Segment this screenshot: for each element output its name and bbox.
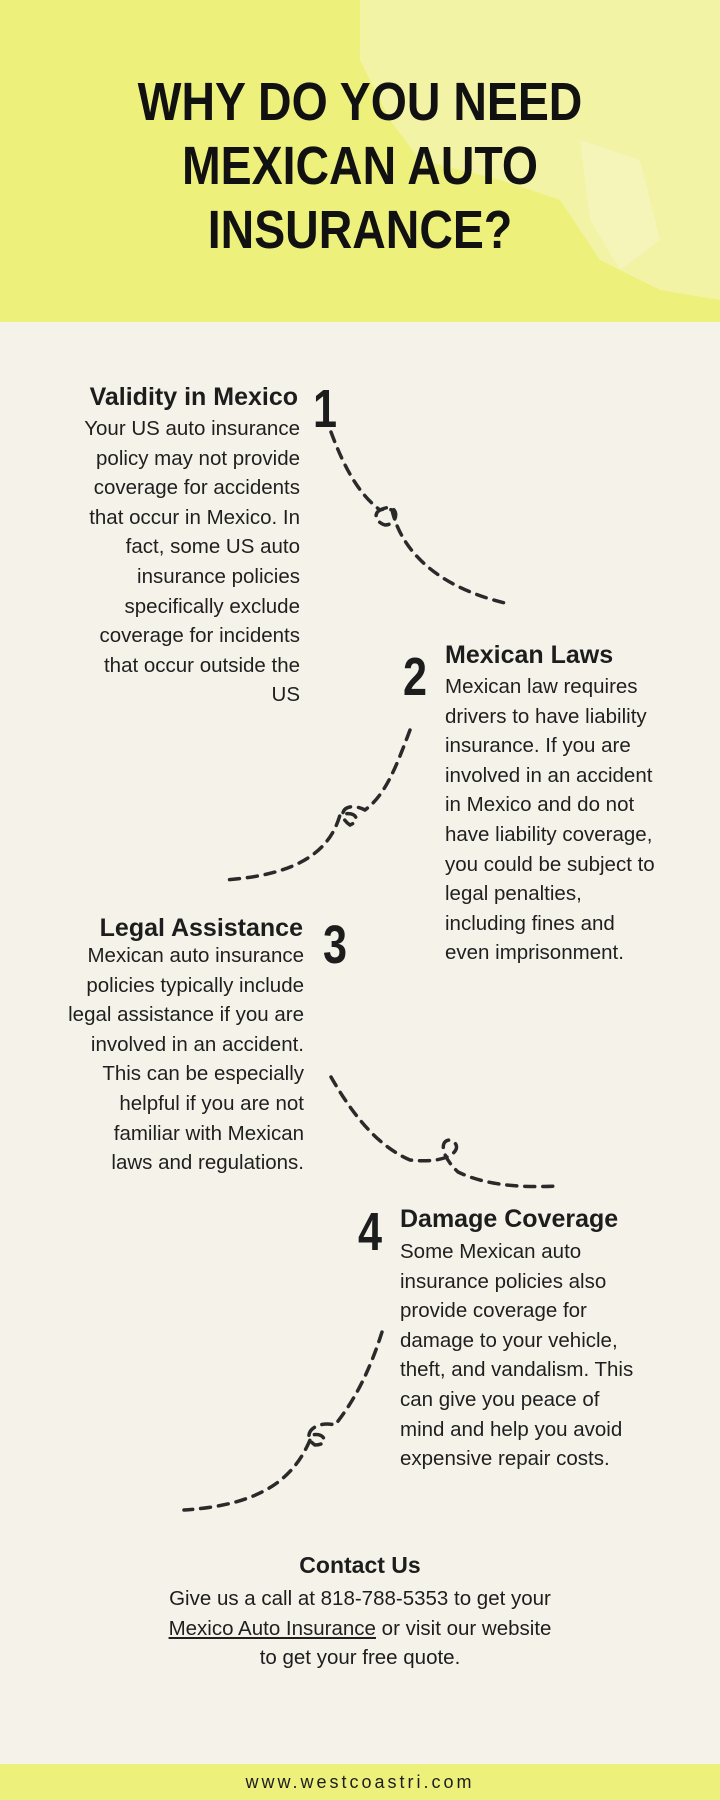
section-body-validity: Your US auto insurance policy may not provide coverage for accidents that occur in Mexico. In fact, some US auto insurance policies specifically exclude coverage for incidents that occur outside the US (84, 417, 300, 707)
section-number-4: 4 (358, 1202, 383, 1262)
dashed-path-3 (331, 1077, 557, 1187)
section-body-legal: Mexican auto insurance policies typically include legal assistance if you are involved in an accident. This can be especially helpful if you are not familiar with Mexican laws and regulations. (68, 944, 304, 1175)
section-title-legal: Legal Assistance (99, 914, 303, 942)
footer-banner (0, 1764, 720, 1800)
section-body-laws: Mexican law requires drivers to have liability insurance. If you are involved in an accident in Mexico and do not have liability coverage, you could be subject to legal penalties, including fines and even imprisonment. (445, 675, 655, 965)
title-line: INSURANCE? (207, 200, 513, 260)
section-number-1: 1 (313, 379, 338, 439)
dashed-path-2 (224, 730, 410, 880)
contact-line: or visit our website (375, 1616, 552, 1640)
contact-body (110, 1584, 610, 1673)
contact-line: to get your free quote. (259, 1646, 461, 1670)
dashed-path-4 (184, 1332, 382, 1510)
section-title-laws: Mexican Laws (445, 641, 614, 669)
mexico-auto-insurance-link[interactable]: Mexico Auto Insurance (168, 1616, 376, 1640)
dashed-path-1 (331, 432, 505, 603)
section-title-damage: Damage Coverage (400, 1205, 619, 1233)
contact-title: Contact Us (299, 1552, 421, 1578)
website-url[interactable]: www.westcoastri.com (245, 1772, 475, 1792)
title-line: WHY DO YOU NEED (137, 72, 583, 132)
section-number-3: 3 (323, 915, 348, 975)
section-number-2: 2 (403, 647, 428, 707)
section-title-validity: Validity in Mexico (89, 383, 298, 411)
title-line: MEXICAN AUTO (181, 136, 539, 196)
section-body-damage: Some Mexican auto insurance policies also provide coverage for damage to your vehicle, theft, and vandalism. This can give you peace of mind and help you avoid expensive repair costs. (400, 1240, 634, 1471)
contact-line: Give us a call at 818-788-5353 to get your (169, 1587, 551, 1610)
